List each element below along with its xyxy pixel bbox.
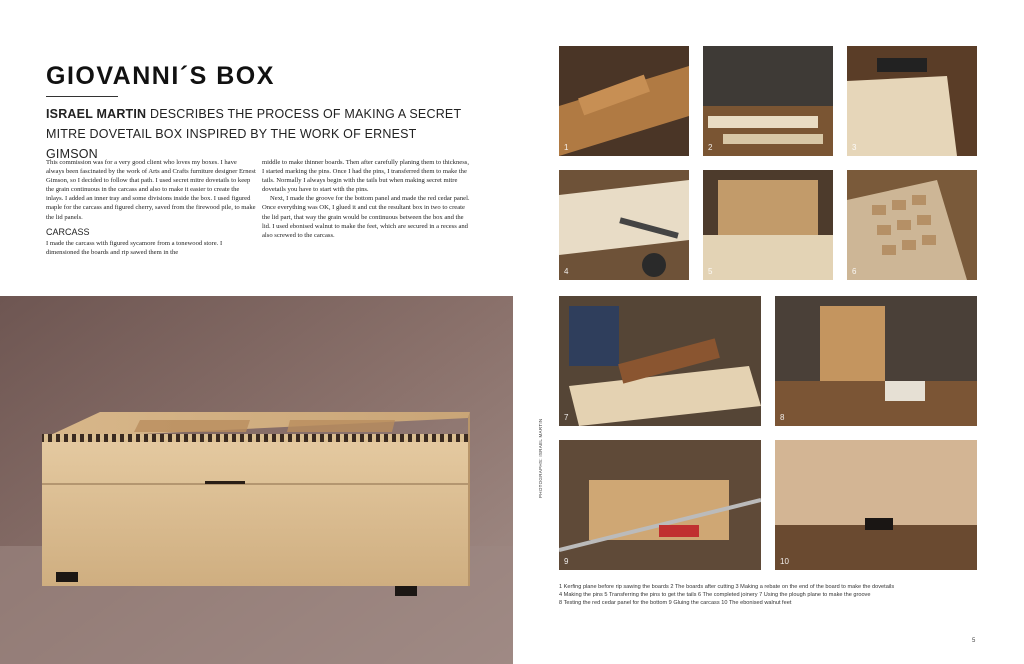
photo-number: 2 <box>708 143 713 152</box>
hero-photo-box <box>0 296 513 664</box>
photo-captions <box>559 583 989 608</box>
photo-1 <box>559 46 689 156</box>
photo-2 <box>703 46 833 156</box>
photo-5 <box>703 170 833 280</box>
article-title: GIOVANNI´S BOX <box>46 62 275 90</box>
standfirst <box>46 104 466 164</box>
photo-number: 4 <box>564 267 569 276</box>
body-column-1 <box>46 158 256 257</box>
body-paragraph: middle to make thinner boards. Then after carefully planing them to thickness, I started marking the pins. Once I had the pins, I transferred them to make the tails. Normally I always begin with the tails but when making secret mitre dovetails you have to start with the pins. <box>262 159 469 194</box>
photo-6 <box>847 170 977 280</box>
photo-number: 6 <box>852 267 857 276</box>
photo-number: 8 <box>780 413 785 422</box>
caption-line: 4 Making the pins 5 Transferring the pins to get the tails 6 The completed joinery 7 Using the plough plane to make the groove <box>559 592 871 599</box>
photo-8 <box>775 296 977 426</box>
photo-number: 10 <box>780 557 789 566</box>
photo-9 <box>559 440 761 570</box>
caption-line: 1 Kerfing plane before rip sawing the boards 2 The boards after cutting 3 Making a rebate on the end of the board to make the dovetails <box>559 584 895 590</box>
body-paragraph: Next, I made the groove for the bottom panel and made the red cedar panel. Once everything was OK, I glued it and cut the resultant box in two to create the lid part, that way the grain would be continuous between the box and the lid. I used ebonised walnut to make the feet, which are secured in a recess and also screwed to the carcass. <box>262 195 470 239</box>
photo-4 <box>559 170 689 280</box>
title-rule <box>46 96 118 97</box>
caption-line: 8 Testing the red cedar panel for the bottom 9 Gluing the carcass 10 The ebonised walnut feet <box>559 600 792 607</box>
photo-number: 9 <box>564 557 569 566</box>
standfirst-text: DESCRIBES THE PROCESS OF MAKING A SECRET MITRE DOVETAIL BOX INSPIRED BY THE WORK OF ERNEST GIMSON <box>46 107 462 161</box>
body-paragraph: I made the carcass with figured sycamore from a tonewood store. I dimensioned the boards and rip sawed them in the <box>46 239 223 256</box>
standfirst-author: ISRAEL MARTIN <box>46 107 147 121</box>
photo-number: 1 <box>564 143 569 152</box>
photo-credit: PHOTOGRAPHS: ISRAEL MARTIN <box>538 418 543 498</box>
photo-number: 3 <box>852 143 857 152</box>
photo-3 <box>847 46 977 156</box>
section-heading: CARCASS <box>46 226 90 237</box>
body-column-2 <box>262 158 472 240</box>
photo-7 <box>559 296 761 426</box>
page-number: 5 <box>972 638 976 644</box>
body-paragraph: This commission was for a very good client who loves my boxes. I have always been fascinated by the work of Arts and Crafts furniture designer Ernest Gimson, so I decided to follow that path. I used secret mitre dovetails to keep the grain continuous in the carcass and also to make it easier to create the inlays. I added an inner tray and some divisions inside the box. I used figured maple for the carcass and figured cherry, saved from the firewood pile, to make the lid panels. <box>46 159 256 221</box>
photo-number: 5 <box>708 267 713 276</box>
photo-10 <box>775 440 977 570</box>
photo-number: 7 <box>564 413 569 422</box>
